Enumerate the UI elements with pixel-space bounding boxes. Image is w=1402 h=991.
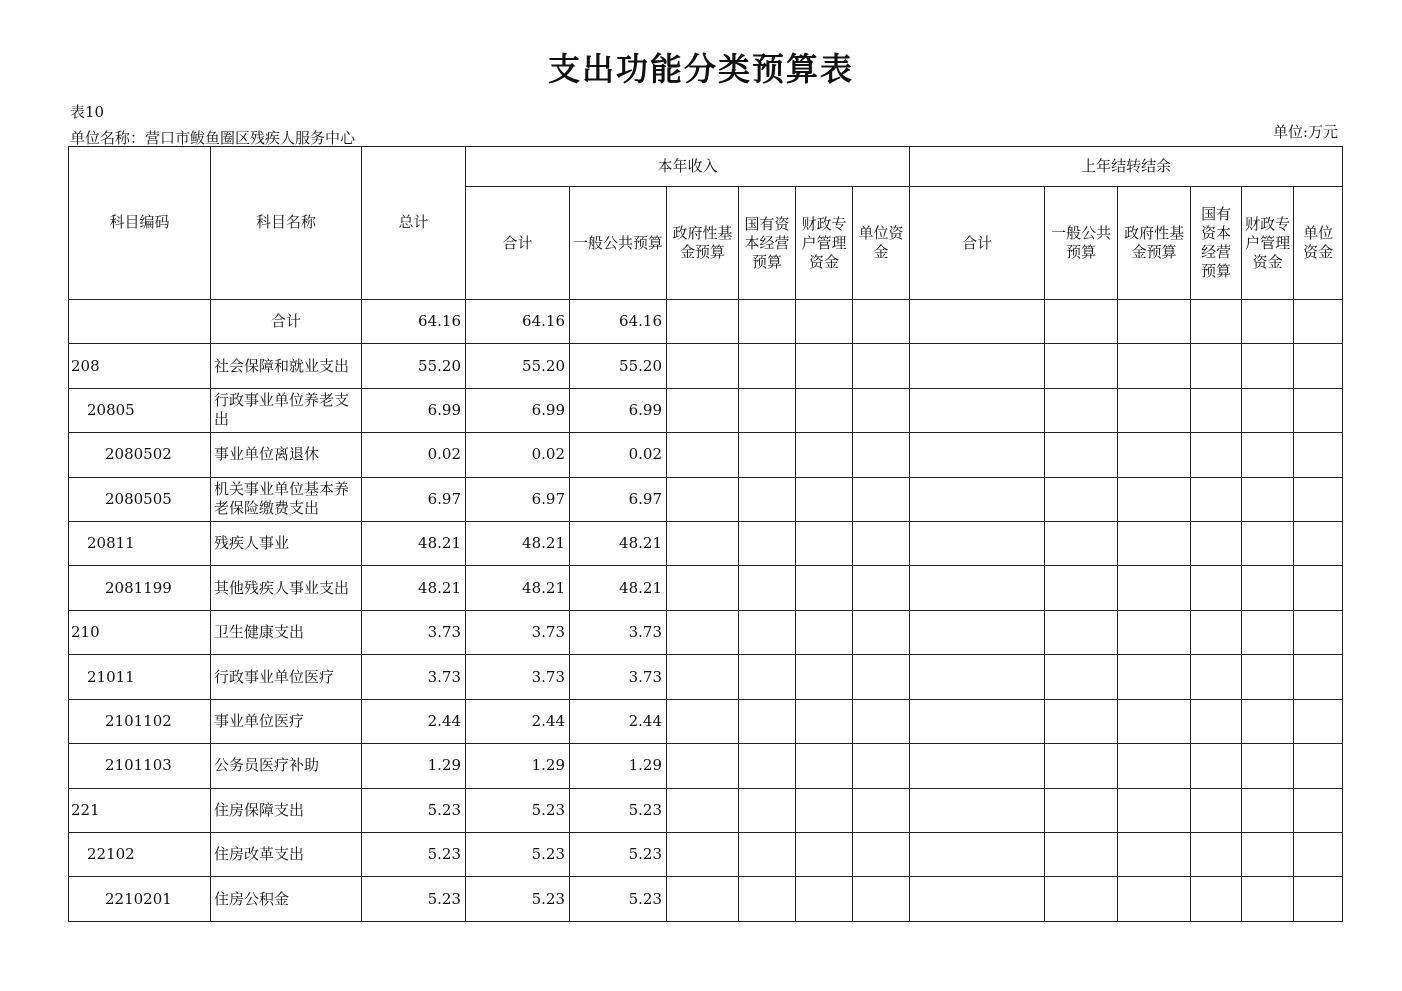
cell-empty — [910, 299, 1045, 343]
cell-code: 208 — [69, 344, 211, 388]
cell-empty — [667, 744, 739, 788]
cell-empty — [1191, 832, 1242, 876]
cell-code: 2080502 — [69, 433, 211, 477]
cell-total: 6.99 — [362, 388, 466, 432]
cell-empty — [739, 699, 796, 743]
cell-empty — [910, 655, 1045, 699]
cell-cur-general: 0.02 — [570, 433, 667, 477]
cell-empty — [1242, 566, 1294, 610]
table-row — [69, 433, 1343, 477]
header-cur-state-capital: 国有资本经营预算 — [739, 187, 796, 300]
cell-empty — [667, 477, 739, 521]
cell-empty — [1118, 566, 1191, 610]
cell-empty — [1118, 610, 1191, 654]
cell-name: 事业单位离退休 — [211, 433, 362, 477]
cell-empty — [853, 566, 910, 610]
cell-empty — [1191, 788, 1242, 832]
cell-empty — [1045, 832, 1118, 876]
cell-empty — [739, 655, 796, 699]
cell-empty — [1242, 832, 1294, 876]
cell-empty — [739, 788, 796, 832]
page-title: 支出功能分类预算表 — [547, 50, 854, 88]
header-code: 科目编码 — [69, 147, 211, 300]
cell-empty — [910, 344, 1045, 388]
cell-empty — [667, 299, 739, 343]
cell-cur-sum: 0.02 — [466, 433, 570, 477]
cell-total: 48.21 — [362, 566, 466, 610]
header-name: 科目名称 — [211, 147, 362, 300]
cell-empty — [1242, 877, 1294, 922]
cell-empty — [667, 388, 739, 432]
cell-cur-general: 3.73 — [570, 610, 667, 654]
cell-total: 6.97 — [362, 477, 466, 521]
cell-empty — [1294, 388, 1343, 432]
cell-empty — [853, 788, 910, 832]
table-row — [69, 655, 1343, 699]
cell-empty — [739, 522, 796, 566]
header-prev-fiscal-special: 财政专户管理资金 — [1242, 187, 1294, 300]
cell-name: 行政事业单位医疗 — [211, 655, 362, 699]
table-row — [69, 477, 1343, 521]
cell-empty — [1294, 610, 1343, 654]
cell-code: 22102 — [69, 832, 211, 876]
header-total: 总计 — [362, 147, 466, 300]
cell-empty — [853, 744, 910, 788]
cell-empty — [739, 877, 796, 922]
cell-empty — [1191, 655, 1242, 699]
cell-empty — [1191, 388, 1242, 432]
cell-total: 3.73 — [362, 610, 466, 654]
cell-empty — [1045, 877, 1118, 922]
cell-empty — [667, 566, 739, 610]
cell-empty — [910, 566, 1045, 610]
cell-empty — [1118, 344, 1191, 388]
cell-total: 0.02 — [362, 433, 466, 477]
cell-empty — [739, 744, 796, 788]
cell-empty — [1294, 744, 1343, 788]
table-row — [69, 832, 1343, 876]
cell-empty — [796, 744, 853, 788]
header-cur-general: 一般公共预算 — [570, 187, 667, 300]
cell-empty — [1294, 566, 1343, 610]
cell-empty — [739, 477, 796, 521]
cell-empty — [667, 788, 739, 832]
cell-empty — [1294, 655, 1343, 699]
cell-total: 2.44 — [362, 699, 466, 743]
cell-cur-general: 2.44 — [570, 699, 667, 743]
cell-empty — [853, 699, 910, 743]
cell-empty — [1045, 610, 1118, 654]
header-cur-sum: 合计 — [466, 187, 570, 300]
cell-empty — [910, 699, 1045, 743]
cell-cur-general: 5.23 — [570, 832, 667, 876]
cell-name: 残疾人事业 — [211, 522, 362, 566]
cell-code: 21011 — [69, 655, 211, 699]
cell-empty — [1118, 299, 1191, 343]
cell-cur-general: 48.21 — [570, 566, 667, 610]
cell-empty — [853, 344, 910, 388]
cell-empty — [796, 877, 853, 922]
cell-empty — [1118, 522, 1191, 566]
cell-empty — [1118, 877, 1191, 922]
cell-empty — [1118, 832, 1191, 876]
cell-name: 卫生健康支出 — [211, 610, 362, 654]
cell-cur-sum: 5.23 — [466, 788, 570, 832]
cell-empty — [910, 388, 1045, 432]
cell-empty — [796, 522, 853, 566]
cell-empty — [1242, 655, 1294, 699]
cell-empty — [1045, 299, 1118, 343]
cell-empty — [1045, 344, 1118, 388]
cell-empty — [1242, 744, 1294, 788]
cell-empty — [1045, 566, 1118, 610]
table-row — [69, 610, 1343, 654]
cell-cur-sum: 55.20 — [466, 344, 570, 388]
cell-empty — [1191, 744, 1242, 788]
cell-empty — [739, 344, 796, 388]
cell-code: 2101103 — [69, 744, 211, 788]
cell-empty — [1118, 477, 1191, 521]
cell-empty — [1294, 877, 1343, 922]
cell-empty — [853, 832, 910, 876]
cell-empty — [1242, 477, 1294, 521]
header-cur-fiscal-special: 财政专户管理资金 — [796, 187, 853, 300]
cell-empty — [853, 299, 910, 343]
cell-total: 55.20 — [362, 344, 466, 388]
cell-empty — [796, 566, 853, 610]
cell-empty — [1045, 699, 1118, 743]
cell-cur-sum: 3.73 — [466, 610, 570, 654]
table-row — [69, 566, 1343, 610]
cell-cur-general: 6.99 — [570, 388, 667, 432]
cell-code: 2080505 — [69, 477, 211, 521]
cell-name: 住房保障支出 — [211, 788, 362, 832]
table-row — [69, 877, 1343, 922]
cell-total: 5.23 — [362, 832, 466, 876]
cell-empty — [1242, 522, 1294, 566]
cell-empty — [1045, 744, 1118, 788]
cell-empty — [1191, 477, 1242, 521]
cell-empty — [796, 610, 853, 654]
cell-name: 机关事业单位基本养老保险缴费支出 — [211, 477, 362, 521]
cell-empty — [1242, 788, 1294, 832]
cell-empty — [739, 610, 796, 654]
cell-code — [69, 299, 211, 343]
cell-empty — [1191, 522, 1242, 566]
cell-total: 5.23 — [362, 788, 466, 832]
table-row — [69, 299, 1343, 343]
table-row — [69, 522, 1343, 566]
cell-name: 其他残疾人事业支出 — [211, 566, 362, 610]
header-prev-gov-fund: 政府性基金预算 — [1118, 187, 1191, 300]
cell-empty — [667, 655, 739, 699]
cell-empty — [853, 433, 910, 477]
cell-empty — [796, 832, 853, 876]
cell-cur-general: 64.16 — [570, 299, 667, 343]
cell-empty — [1294, 832, 1343, 876]
cell-empty — [910, 788, 1045, 832]
cell-total: 3.73 — [362, 655, 466, 699]
cell-total: 48.21 — [362, 522, 466, 566]
cell-empty — [1118, 699, 1191, 743]
cell-total: 5.23 — [362, 877, 466, 922]
cell-empty — [1294, 477, 1343, 521]
cell-empty — [667, 610, 739, 654]
cell-cur-sum: 1.29 — [466, 744, 570, 788]
cell-empty — [853, 877, 910, 922]
header-prev-general: 一般公共预算 — [1045, 187, 1118, 300]
cell-empty — [1045, 477, 1118, 521]
cell-empty — [1118, 433, 1191, 477]
cell-cur-sum: 6.99 — [466, 388, 570, 432]
cell-empty — [1118, 744, 1191, 788]
cell-cur-general: 5.23 — [570, 788, 667, 832]
cell-empty — [1242, 388, 1294, 432]
cell-empty — [853, 477, 910, 521]
cell-empty — [796, 788, 853, 832]
cell-empty — [1191, 299, 1242, 343]
cell-total: 1.29 — [362, 744, 466, 788]
cell-empty — [1294, 522, 1343, 566]
cell-empty — [667, 832, 739, 876]
cell-cur-sum: 5.23 — [466, 877, 570, 922]
cell-empty — [910, 832, 1045, 876]
header-carryover: 上年结转结余 — [910, 147, 1343, 187]
cell-empty — [796, 655, 853, 699]
table-row — [69, 788, 1343, 832]
unit-name: 单位名称：营口市鲅鱼圈区残疾人服务中心 — [70, 129, 356, 147]
cell-code: 20805 — [69, 388, 211, 432]
header-prev-state-capital: 国有资本经营预算 — [1191, 187, 1242, 300]
cell-cur-general: 55.20 — [570, 344, 667, 388]
cell-name: 公务员医疗补助 — [211, 744, 362, 788]
cell-empty — [739, 832, 796, 876]
cell-empty — [853, 522, 910, 566]
table-row — [69, 744, 1343, 788]
budget-table — [68, 146, 1343, 922]
cell-cur-general: 5.23 — [570, 877, 667, 922]
cell-empty — [1191, 566, 1242, 610]
cell-empty — [853, 388, 910, 432]
cell-cur-general: 3.73 — [570, 655, 667, 699]
cell-empty — [739, 299, 796, 343]
cell-empty — [667, 433, 739, 477]
cell-code: 210 — [69, 610, 211, 654]
cell-empty — [1294, 699, 1343, 743]
cell-empty — [1242, 344, 1294, 388]
cell-cur-general: 1.29 — [570, 744, 667, 788]
cell-name: 住房公积金 — [211, 877, 362, 922]
unit-label: 单位:万元 — [1272, 123, 1338, 141]
cell-code: 2210201 — [69, 877, 211, 922]
cell-empty — [1242, 699, 1294, 743]
cell-empty — [1045, 655, 1118, 699]
cell-empty — [910, 877, 1045, 922]
table-row — [69, 699, 1343, 743]
header-cur-unit-fund: 单位资金 — [853, 187, 910, 300]
cell-empty — [796, 299, 853, 343]
cell-name: 合计 — [211, 299, 362, 343]
cell-empty — [1191, 699, 1242, 743]
cell-cur-sum: 6.97 — [466, 477, 570, 521]
cell-total: 64.16 — [362, 299, 466, 343]
cell-cur-sum: 3.73 — [466, 655, 570, 699]
table-row — [69, 388, 1343, 432]
cell-empty — [796, 433, 853, 477]
cell-empty — [910, 610, 1045, 654]
header-current-income: 本年收入 — [466, 147, 910, 187]
cell-empty — [1045, 788, 1118, 832]
cell-cur-sum: 2.44 — [466, 699, 570, 743]
cell-empty — [739, 566, 796, 610]
cell-empty — [910, 433, 1045, 477]
cell-empty — [1045, 433, 1118, 477]
cell-empty — [910, 744, 1045, 788]
cell-empty — [910, 522, 1045, 566]
cell-empty — [796, 477, 853, 521]
cell-empty — [1294, 344, 1343, 388]
cell-name: 住房改革支出 — [211, 832, 362, 876]
cell-cur-sum: 64.16 — [466, 299, 570, 343]
cell-cur-general: 6.97 — [570, 477, 667, 521]
cell-empty — [739, 388, 796, 432]
cell-empty — [796, 388, 853, 432]
cell-empty — [1118, 388, 1191, 432]
cell-empty — [1294, 433, 1343, 477]
cell-empty — [1294, 299, 1343, 343]
cell-empty — [1294, 788, 1343, 832]
header-prev-sum: 合计 — [910, 187, 1045, 300]
cell-code: 2101102 — [69, 699, 211, 743]
cell-empty — [1191, 877, 1242, 922]
cell-empty — [1191, 610, 1242, 654]
cell-empty — [1242, 610, 1294, 654]
cell-empty — [1191, 433, 1242, 477]
cell-empty — [1118, 788, 1191, 832]
cell-empty — [796, 344, 853, 388]
cell-empty — [667, 699, 739, 743]
table-number: 表10 — [70, 103, 105, 121]
cell-empty — [739, 433, 796, 477]
cell-code: 20811 — [69, 522, 211, 566]
cell-empty — [796, 699, 853, 743]
cell-empty — [853, 655, 910, 699]
table-row — [69, 344, 1343, 388]
cell-name: 社会保障和就业支出 — [211, 344, 362, 388]
cell-empty — [853, 610, 910, 654]
cell-empty — [667, 344, 739, 388]
cell-empty — [1242, 299, 1294, 343]
cell-name: 行政事业单位养老支出 — [211, 388, 362, 432]
cell-empty — [1118, 655, 1191, 699]
cell-empty — [667, 877, 739, 922]
cell-code: 2081199 — [69, 566, 211, 610]
cell-empty — [1242, 433, 1294, 477]
header-prev-unit-fund: 单位资金 — [1294, 187, 1343, 300]
cell-cur-sum: 5.23 — [466, 832, 570, 876]
cell-cur-sum: 48.21 — [466, 522, 570, 566]
cell-name: 事业单位医疗 — [211, 699, 362, 743]
cell-cur-general: 48.21 — [570, 522, 667, 566]
cell-empty — [910, 477, 1045, 521]
header-cur-gov-fund: 政府性基金预算 — [667, 187, 739, 300]
cell-empty — [1045, 522, 1118, 566]
cell-empty — [1191, 344, 1242, 388]
cell-empty — [667, 522, 739, 566]
cell-empty — [1045, 388, 1118, 432]
cell-code: 221 — [69, 788, 211, 832]
cell-cur-sum: 48.21 — [466, 566, 570, 610]
